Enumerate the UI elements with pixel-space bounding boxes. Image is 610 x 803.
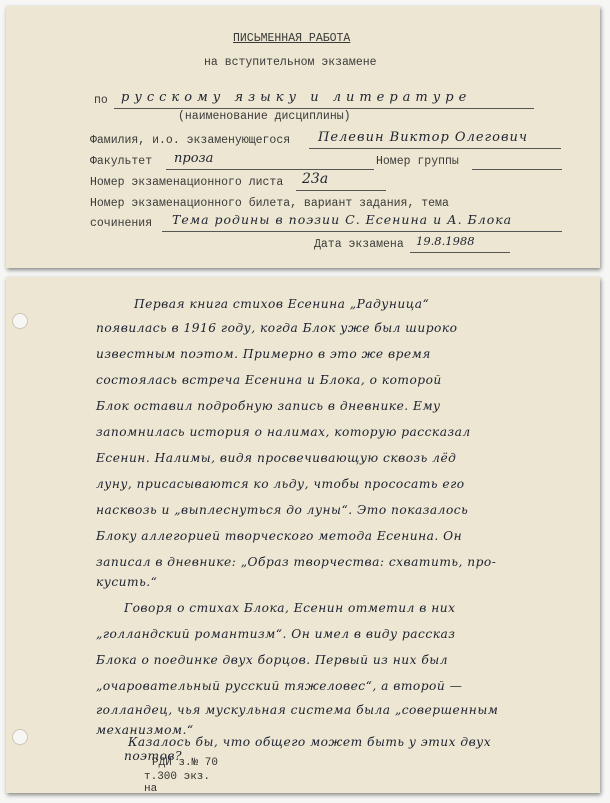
faculty-value: проза bbox=[174, 151, 214, 166]
name-underline bbox=[309, 148, 561, 149]
discipline-underline bbox=[114, 108, 534, 109]
essay-line: „очаровательный русский тяжеловес“, а второй — bbox=[96, 679, 463, 693]
sheet-number-underline bbox=[296, 190, 386, 191]
essay-line: кусить.“ bbox=[96, 575, 158, 589]
essay-sheet bbox=[6, 277, 600, 793]
essay-line: Говоря о стихах Блока, Есенин отметил в них bbox=[124, 601, 456, 615]
ticket-label: Номер экзаменационного билета, вариант задания, тема bbox=[90, 197, 449, 210]
essay-line: состоялась встреча Есенина и Блока, о которой bbox=[96, 373, 442, 387]
essay-line: луну, присасываются ко льду, чтобы прососать его bbox=[96, 477, 465, 491]
exam-form-header-sheet bbox=[6, 6, 600, 268]
sheet-number-value: 23а bbox=[302, 171, 329, 187]
sheet-number-label: Номер экзаменационного листа bbox=[90, 176, 284, 189]
essay-line: насквозь и „выплеснуться до луны“. Это показалось bbox=[96, 503, 469, 517]
exam-date-label: Дата экзамена bbox=[314, 238, 404, 251]
discipline-label: по bbox=[94, 94, 108, 107]
group-underline bbox=[472, 169, 562, 170]
print-stamp-line-1: РДИ з.№ 70 bbox=[152, 757, 219, 769]
punch-hole-top bbox=[12, 313, 28, 329]
essay-topic-value: Тема родины в поэзии С. Есенина и А. Блока bbox=[172, 212, 513, 227]
exam-date-value: 19.8.1988 bbox=[416, 234, 475, 248]
essay-line: Блока о поединке двух борцов. Первый из них был bbox=[96, 653, 448, 667]
essay-line: Блок оставил подробную запись в дневнике. Ему bbox=[96, 399, 441, 413]
essay-line: известным поэтом. Примерно в это же время bbox=[96, 347, 431, 361]
essay-line: „голландский романтизм“. Он имел в виду рассказ bbox=[96, 627, 456, 641]
name-label: Фамилия, и.о. экзаменующегося bbox=[90, 134, 291, 147]
print-stamp-line-3: на bbox=[144, 783, 158, 795]
form-title: ПИСЬМЕННАЯ РАБОТА bbox=[233, 32, 351, 45]
print-stamp-line-2: т.300 экз. bbox=[144, 771, 211, 783]
form-subtitle: на вступительном экзамене bbox=[204, 56, 377, 69]
essay-line: запомнилась история о налимах, которую рассказал bbox=[96, 425, 471, 439]
discipline-value: русскому языку и литературе bbox=[121, 90, 472, 105]
discipline-caption: (наименование дисциплины) bbox=[178, 110, 351, 123]
faculty-label: Факультет bbox=[90, 155, 153, 168]
exam-date-underline bbox=[410, 252, 510, 253]
essay-line: появилась в 1916 году, когда Блок уже был широко bbox=[96, 321, 458, 335]
faculty-underline bbox=[166, 169, 374, 170]
name-value: Пелевин Виктор Олегович bbox=[318, 130, 528, 145]
essay-line: поэтов? bbox=[124, 749, 183, 763]
group-label: Номер группы bbox=[376, 155, 459, 168]
essay-line: Есенин. Налимы, видя просвечивающую сквозь лёд bbox=[96, 451, 457, 465]
essay-topic-underline bbox=[162, 231, 562, 232]
essay-line: механизмом.“ bbox=[96, 723, 194, 737]
essay-line: Блоку аллегорией творческого метода Есенина. Он bbox=[96, 529, 463, 543]
essay-line: голландец, чья мускульная система была „совершенным bbox=[96, 703, 499, 717]
punch-hole-bottom bbox=[12, 729, 28, 745]
essay-line: записал в дневнике: „Образ творчества: схватить, про- bbox=[96, 555, 497, 569]
essay-line: Первая книга стихов Есенина „Радуница“ bbox=[134, 297, 430, 311]
essay-line: Казалось бы, что общего может быть у этих двух bbox=[128, 735, 492, 749]
essay-topic-label: сочинения bbox=[90, 217, 153, 230]
